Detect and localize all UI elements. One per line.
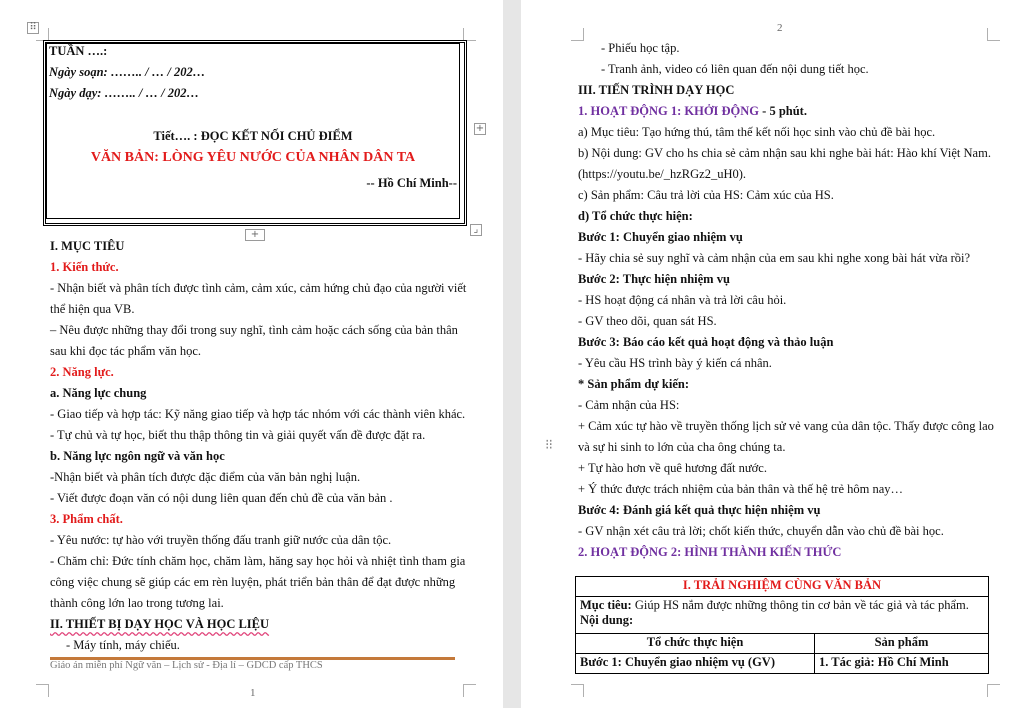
text-line: và sự hi sinh to lớn của cha ông chúng ta.: [578, 440, 786, 454]
table-cell: [815, 654, 989, 674]
page-1: [0, 0, 503, 708]
step-heading: Bước 2: Thực hiện nhiệm vụ: [578, 272, 730, 286]
page-number: 2: [777, 22, 783, 34]
activity-heading: 2. HOẠT ĐỘNG 2: HÌNH THÀNH KIẾN THỨC: [578, 545, 842, 559]
crop-mark: [571, 28, 584, 41]
text-line: - Nhận biết và phân tích được tình cảm, cảm xúc, cảm hứng chủ đạo của người viết: [50, 281, 467, 295]
subheading: d) Tổ chức thực hiện:: [578, 209, 693, 223]
text-line: - Tự chủ và tự học, biết thu thập thông tin và giải quyết vấn đề được đặt ra.: [50, 428, 426, 442]
text-line: - Chăm chỉ: Đức tính chăm học, chăm làm, hăng say học hỏi và nhiệt tình tham gia: [50, 554, 466, 568]
section-heading: III. TIẾN TRÌNH DẠY HỌC: [578, 83, 735, 97]
text-line: - Cảm nhận của HS:: [578, 398, 680, 412]
crop-mark: [987, 28, 1000, 41]
text-line: sau khi đọc tác phẩm văn học.: [50, 344, 201, 358]
table-header-text: I. TRẢI NGHIỆM CÙNG VĂN BẢN: [682, 578, 882, 592]
video-link[interactable]: (https://youtu.be/_hzRGz2_uH0).: [578, 167, 747, 181]
step-heading: Bước 4: Đánh giá kết quả thực hiện nhiệm vụ: [578, 503, 821, 517]
prep-date: Ngày soạn: …….. / … / 202…: [49, 65, 206, 79]
cell-text: 1. Tác giả: Hồ Chí Minh: [819, 655, 949, 669]
text-line: công việc chung sẽ giúp các em rèn luyện, phát triển bản thân để đạt được những: [50, 575, 456, 589]
week-label: TUẦN ….:: [49, 44, 108, 58]
lesson-title: Tiết…. : ĐỌC KẾT NỐI CHỦ ĐIỂM: [153, 129, 353, 143]
text-line: + Tự hào hơn về quê hương đất nước.: [578, 461, 767, 475]
text-line: – Nêu được những thay đổi trong suy nghĩ, tình cảm hoặc cách sống của bản thân: [50, 323, 458, 337]
content-table: [575, 576, 989, 674]
text-line: - Viết được đoạn văn có nội dung liên quan đến chủ đề của văn bản .: [50, 491, 393, 505]
text-line: thể hiện qua VB.: [50, 302, 135, 316]
text-line: - Yêu cầu HS trình bày ý kiến cá nhân.: [578, 356, 772, 370]
activity-title: 1. HOẠT ĐỘNG 1: KHỞI ĐỘNG: [578, 104, 760, 118]
subheading: a. Năng lực chung: [50, 386, 147, 400]
title-box: [46, 43, 460, 219]
text-line: -Nhận biết và phân tích được đặc điểm của văn bản nghị luận.: [50, 470, 361, 484]
objective-text: Giúp HS nắm được những thông tin cơ bản về tác giả và tác phẩm.: [631, 598, 969, 612]
text-line: a) Mục tiêu: Tạo hứng thú, tâm thế kết nối học sinh vào chủ đề bài học.: [578, 125, 936, 139]
objective-label: Mục tiêu:: [580, 598, 632, 612]
activity-duration: - 5 phút.: [759, 104, 807, 118]
text-line: - Máy tính, máy chiếu.: [66, 638, 180, 652]
text-line: + Cảm xúc tự hào về truyền thống lịch sử vẻ vang của dân tộc. Thấy được công lao: [578, 419, 994, 433]
step-heading: Bước 1: Chuyển giao nhiệm vụ: [578, 230, 743, 244]
cell-text: Bước 1: Chuyển giao nhiệm vụ (GV): [580, 655, 775, 669]
table-header: [576, 577, 989, 597]
section-heading: I. MỤC TIÊU: [50, 239, 125, 253]
subheading: b. Năng lực ngôn ngữ và văn học: [50, 449, 225, 463]
col-header-text: Sản phẩm: [874, 635, 929, 649]
section-heading-text: II. THIẾT BỊ DẠY HỌC VÀ HỌC LIỆU: [50, 617, 270, 631]
crop-mark: [987, 684, 1000, 697]
crop-mark: [463, 684, 476, 697]
resize-icon[interactable]: ⌟: [470, 224, 482, 236]
crop-mark: [36, 684, 49, 697]
text-line: + Ý thức được trách nhiệm của bản thân và thế hệ trẻ hôm nay…: [578, 482, 904, 496]
text-line: - Yêu nước: tự hào với truyền thống đấu tranh giữ nước của dân tộc.: [50, 533, 392, 547]
plus-icon[interactable]: +: [475, 123, 485, 134]
col-header-text: Tổ chức thực hiện: [646, 635, 744, 649]
step-heading: Bước 3: Báo cáo kết quả hoạt động và thảo luận: [578, 335, 834, 349]
author: -- Hồ Chí Minh--: [366, 176, 457, 190]
text-line: c) Sản phẩm: Câu trả lời của HS: Cảm xúc của HS.: [578, 188, 834, 202]
text-line: - Giao tiếp và hợp tác: Kỹ năng giao tiếp và hợp tác nhóm với các thành viên khác.: [50, 407, 466, 421]
plus-icon[interactable]: +: [245, 229, 265, 241]
text-line: - Phiếu học tập.: [601, 41, 680, 55]
subsection-heading: 3. Phẩm chất.: [50, 512, 123, 526]
text-line: - GV theo dõi, quan sát HS.: [578, 314, 717, 328]
text-line: - GV nhận xét câu trả lời; chốt kiến thức, chuyển dẫn vào chủ đề bài học.: [578, 524, 944, 538]
text-line: - HS hoạt động cá nhân và trả lời câu hỏi.: [578, 293, 787, 307]
table-col-header: [576, 634, 815, 654]
page-gutter: [503, 0, 521, 708]
table-col-header: [815, 634, 989, 654]
section-heading: [50, 616, 269, 632]
text-line: b) Nội dung: GV cho hs chia sẻ cảm nhận sau khi nghe bài hát: Hào khí Việt Nam.: [578, 146, 991, 160]
move-handle-icon[interactable]: ⠿: [27, 22, 39, 34]
text-line: - Tranh ảnh, video có liên quan đến nội dung tiết học.: [601, 62, 869, 76]
table-cell: [576, 654, 815, 674]
text-line: thành công lớn lao trong tương lai.: [50, 596, 224, 610]
table-objective-cell: [576, 597, 989, 634]
content-label: Nội dung:: [580, 613, 634, 627]
crop-mark: [571, 684, 584, 697]
text-title: VĂN BẢN: LÒNG YÊU NƯỚC CỦA NHÂN DÂN TA: [90, 150, 416, 165]
subsection-heading: 1. Kiến thức.: [50, 260, 119, 274]
subheading: * Sản phẩm dự kiến:: [578, 377, 690, 391]
page-number: 1: [250, 687, 256, 699]
drag-grip-icon[interactable]: ⁝⁝: [545, 438, 552, 453]
teach-date: Ngày dạy: …….. / … / 202…: [49, 86, 199, 100]
text-line: - Hãy chia sẻ suy nghĩ và cảm nhận của em sau khi nghe xong bài hát vừa rồi?: [578, 251, 971, 265]
footer-text: Giáo án miễn phí Ngữ văn – Lịch sử - Địa lí – GDCD cấp THCS: [50, 660, 323, 671]
subsection-heading: 2. Năng lực.: [50, 365, 114, 379]
activity-heading: [578, 103, 807, 119]
